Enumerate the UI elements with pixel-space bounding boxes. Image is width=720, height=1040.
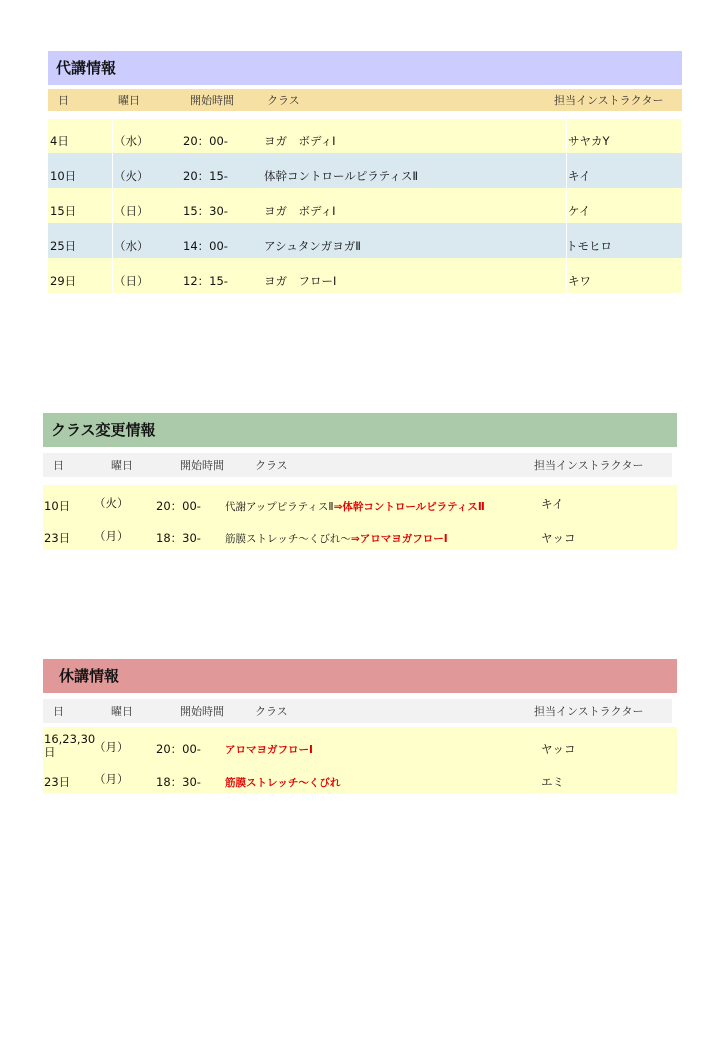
cell-weekday: （日）: [114, 274, 149, 288]
cell-weekday: （月）: [94, 740, 129, 754]
cell-class: ヨガ ボディⅠ: [264, 204, 336, 218]
header-day: 日: [53, 705, 64, 718]
cell-day: 10日: [44, 499, 71, 513]
substitute-header-row: [48, 89, 682, 111]
table-row: [43, 518, 677, 550]
cell-weekday: （火）: [94, 496, 129, 510]
cell-class: [225, 531, 448, 546]
cell-time: 18：30-: [156, 775, 201, 789]
cell-day: 23日: [44, 531, 71, 545]
header-instructor: 担当インストラクター: [534, 459, 644, 472]
cell-class: ヨガ フローⅠ: [264, 274, 337, 288]
cell-time: 15：30-: [183, 204, 228, 218]
header-weekday: 曜日: [118, 94, 140, 107]
cell-instructor: ケイ: [568, 204, 591, 218]
header-start-time: 開始時間: [180, 705, 224, 718]
cell-class: [225, 499, 485, 514]
cell-weekday: （水）: [114, 239, 149, 253]
table-row: [48, 119, 682, 153]
cell-day: 15日: [50, 204, 77, 218]
table-row: [48, 223, 682, 258]
cancellation-title: 休講情報: [43, 659, 677, 693]
cell-instructor: トモヒロ: [566, 239, 612, 253]
cell-time: 20：00-: [183, 134, 228, 148]
cell-class-old: 筋膜ストレッチ～くびれ～: [225, 533, 351, 545]
cell-day: 4日: [50, 134, 69, 148]
cell-class: アシュタンガヨガⅡ: [264, 239, 361, 253]
cell-class-new: ⇒アロマヨガフローⅠ: [350, 533, 448, 545]
class-change-header-row: [43, 453, 672, 477]
header-weekday: 曜日: [111, 459, 133, 472]
cell-instructor: キイ: [568, 169, 591, 183]
table-row: [48, 258, 682, 293]
cell-instructor: キイ: [541, 497, 564, 511]
cell-time: 12：15-: [183, 274, 228, 288]
cell-weekday: （日）: [114, 204, 149, 218]
cell-day: 25日: [50, 239, 77, 253]
header-class: クラス: [255, 459, 288, 472]
cell-day: 29日: [50, 274, 77, 288]
header-instructor: 担当インストラクター: [554, 94, 664, 107]
cell-weekday: （月）: [94, 529, 129, 543]
cell-class: ヨガ ボディⅠ: [264, 134, 336, 148]
table-row: [48, 188, 682, 223]
header-start-time: 開始時間: [190, 94, 234, 107]
header-class: クラス: [267, 94, 300, 107]
cell-class-new: ⇒体幹コントロールピラティスⅡ: [333, 501, 485, 513]
cell-weekday: （月）: [94, 772, 129, 786]
cell-instructor: ヤッコ: [541, 742, 576, 756]
table-row: [43, 727, 677, 761]
header-day: 日: [53, 459, 64, 472]
cell-class-old: 代謝アップピラティスⅡ: [225, 501, 334, 513]
cancellation-header-row: [43, 699, 672, 723]
cell-instructor: ヤッコ: [541, 531, 576, 545]
cell-time: 20：15-: [183, 169, 228, 183]
class-change-section: [43, 413, 677, 550]
cancellation-section: [43, 659, 677, 794]
header-start-time: 開始時間: [180, 459, 224, 472]
cell-weekday: （水）: [114, 134, 149, 148]
cell-instructor: エミ: [541, 775, 564, 789]
cell-time: 20：00-: [156, 742, 201, 756]
cell-weekday: （火）: [114, 169, 149, 183]
header-instructor: 担当インストラクター: [534, 705, 644, 718]
cell-class: 体幹コントロールピラティスⅡ: [264, 169, 419, 183]
cell-instructor: キワ: [568, 274, 591, 288]
cell-day-line1: 16,23,30: [44, 732, 96, 746]
cell-day: 10日: [50, 169, 77, 183]
header-day: 日: [58, 94, 69, 107]
cell-class: 筋膜ストレッチ～くびれ: [225, 777, 341, 789]
substitute-section: [48, 51, 682, 293]
cell-day: [44, 733, 95, 759]
cell-day-line2: 日: [44, 745, 56, 759]
class-change-title: クラス変更情報: [43, 413, 677, 447]
cell-class: アロマヨガフローⅠ: [225, 744, 313, 756]
table-row: [48, 153, 682, 188]
cell-instructor: サヤカY: [568, 134, 610, 148]
cell-time: 14：00-: [183, 239, 228, 253]
substitute-title: 代講情報: [48, 51, 682, 85]
header-class: クラス: [255, 705, 288, 718]
table-row: [43, 485, 677, 518]
cell-time: 20：00-: [156, 499, 201, 513]
cell-time: 18：30-: [156, 531, 201, 545]
header-weekday: 曜日: [111, 705, 133, 718]
cell-day: 23日: [44, 775, 71, 789]
table-row: [43, 761, 677, 794]
